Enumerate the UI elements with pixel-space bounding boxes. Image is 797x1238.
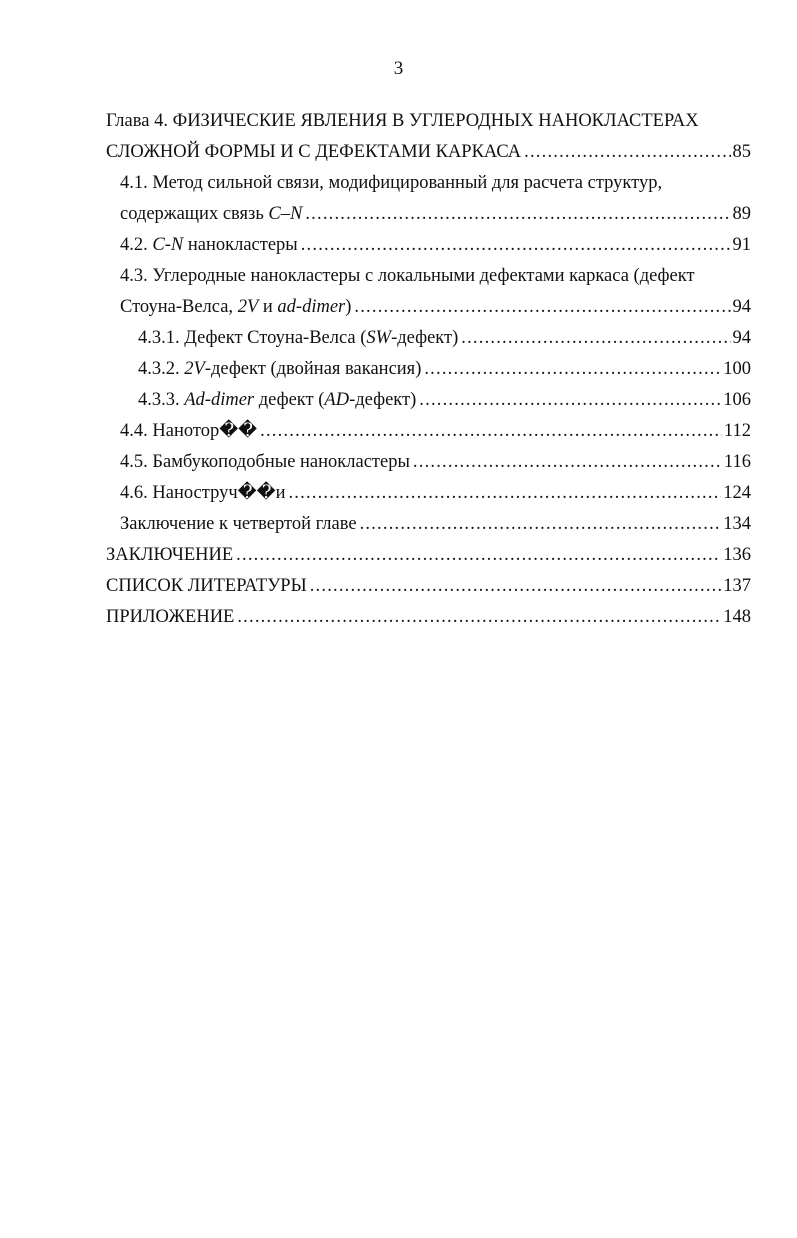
toc-title-italic: SW (366, 328, 392, 348)
dot-leader (288, 478, 721, 509)
table-of-contents (106, 106, 751, 633)
toc-title: Заключение к четвертой главе (120, 514, 357, 534)
dot-leader (237, 602, 721, 633)
toc-title (120, 199, 302, 230)
toc-entry-4-1[interactable] (106, 199, 751, 230)
toc-title-part: дефект ( (254, 390, 325, 410)
toc-entry-chapter4[interactable] (106, 137, 751, 168)
toc-title-italic: C-N (152, 235, 184, 255)
toc-title: 4.5. Бамбукоподобные нанокластеры (120, 452, 410, 472)
toc-page-ref: 124 (723, 483, 751, 503)
toc-page-ref: 136 (723, 545, 751, 565)
toc-entry-4-4[interactable] (106, 416, 751, 447)
dot-leader (413, 447, 722, 478)
toc-title-part: нанокластеры (183, 235, 298, 255)
toc-entry-chapter4-line1 (106, 106, 751, 137)
dot-leader (310, 571, 722, 602)
toc-title-part: -дефект) (391, 328, 459, 348)
toc-page-ref: 134 (723, 514, 751, 534)
toc-title (138, 323, 458, 354)
toc-title: СПИСОК ЛИТЕРАТУРЫ (106, 576, 307, 596)
toc-title: Глава 4. ФИЗИЧЕСКИЕ ЯВЛЕНИЯ В УГЛЕРОДНЫХ НАНОКЛАСТЕРАХ (106, 111, 699, 131)
toc-title-part: -дефект) (349, 390, 417, 410)
toc-page-ref: 137 (723, 576, 751, 596)
toc-title-italic: AD (324, 390, 350, 410)
toc-entry-appendix[interactable] (106, 602, 751, 633)
toc-entry-4-6[interactable] (106, 478, 751, 509)
toc-page-ref: 94 (732, 297, 751, 317)
toc-title: 4.6. Наноструч��и (120, 483, 286, 503)
toc-title: СЛОЖНОЙ ФОРМЫ И С ДЕФЕКТАМИ КАРКАСА (106, 142, 522, 162)
toc-page-ref: 94 (732, 328, 751, 348)
toc-page-ref: 85 (732, 142, 751, 162)
dot-leader (305, 199, 730, 230)
dot-leader (419, 385, 721, 416)
toc-entry-4-1-line1 (106, 168, 751, 199)
dot-leader (260, 416, 722, 447)
dot-leader (424, 354, 721, 385)
toc-title-part: Стоуна-Велса, (120, 297, 238, 317)
toc-entry-conclusion[interactable] (106, 540, 751, 571)
dot-leader (360, 509, 722, 540)
toc-entry-4-3-3[interactable] (106, 385, 751, 416)
toc-title-part: -дефект (двойная вакансия) (204, 359, 422, 379)
toc-title (120, 292, 351, 323)
toc-title: 4.3. Углеродные нанокластеры с локальными дефектами каркаса (дефект (120, 266, 695, 286)
toc-title-part: 4.3.2. (138, 359, 185, 379)
toc-title-part: 4.2. (120, 235, 153, 255)
toc-entry-chapter4-conclusion[interactable] (106, 509, 751, 540)
toc-page-ref: 116 (723, 452, 751, 472)
toc-title-part: ) (345, 297, 352, 317)
dot-leader (301, 230, 731, 261)
toc-title (120, 230, 298, 261)
toc-title-italic: Ad-dimer (184, 390, 255, 410)
dot-leader (461, 323, 730, 354)
toc-page-ref: 100 (723, 359, 751, 379)
dot-leader (354, 292, 730, 323)
toc-title (138, 354, 421, 385)
toc-title-italic: 2V (184, 359, 205, 379)
toc-entry-4-3-line1 (106, 261, 751, 292)
dot-leader (236, 540, 721, 571)
toc-title-italic: ad-dimer (277, 297, 346, 317)
toc-title-part: содержащих связь (120, 204, 269, 224)
toc-page-ref: 89 (732, 204, 751, 224)
toc-entry-references[interactable] (106, 571, 751, 602)
toc-page-ref: 91 (732, 235, 751, 255)
toc-page-ref: 148 (723, 607, 751, 627)
toc-title (138, 385, 416, 416)
dot-leader (524, 137, 730, 168)
toc-title-italic: 2V (237, 297, 259, 317)
toc-title: 4.1. Метод сильной связи, модифицированный для расчета структур, (120, 173, 663, 193)
toc-page-ref: 112 (723, 421, 751, 441)
toc-title-italic: C–N (268, 204, 303, 224)
toc-entry-4-3[interactable] (106, 292, 751, 323)
toc-title-part: и (258, 297, 278, 317)
toc-title-part: 4.3.1. Дефект Стоуна-Велса ( (138, 328, 367, 348)
toc-title: 4.4. Нанотор�� (120, 421, 258, 441)
toc-title: ЗАКЛЮЧЕНИЕ (106, 545, 234, 565)
toc-page-ref: 106 (723, 390, 751, 410)
toc-entry-4-3-1[interactable] (106, 323, 751, 354)
toc-title: ПРИЛОЖЕНИЕ (106, 607, 235, 627)
toc-entry-4-5[interactable] (106, 447, 751, 478)
toc-entry-4-3-2[interactable] (106, 354, 751, 385)
page-number: 3 (393, 58, 404, 79)
toc-entry-4-2[interactable] (106, 230, 751, 261)
toc-title-part: 4.3.3. (138, 390, 185, 410)
